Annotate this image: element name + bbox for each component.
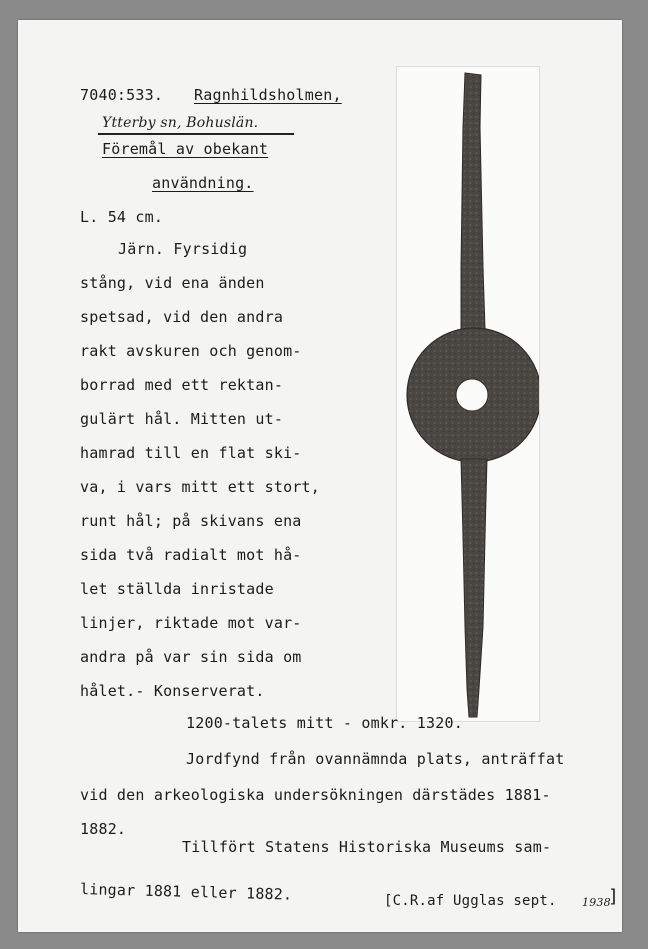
parish-handwritten: Ytterby sn, Bohuslän.: [102, 115, 259, 131]
description-line: andra på var sin sida om: [80, 648, 302, 666]
object-title-line1: Föremål av obekant: [102, 140, 269, 158]
parish-underline: [98, 133, 294, 135]
bar-upper-shaft: [461, 73, 485, 329]
catalog-number: 7040:533.: [80, 86, 164, 104]
description-line: let ställda inristade: [80, 580, 274, 598]
dating: 1200-talets mitt - omkr. 1320.: [186, 714, 463, 732]
bar-lower-shaft: [461, 459, 487, 717]
signature-year-handwritten: 1938: [582, 896, 611, 909]
catalog-card: [18, 20, 622, 932]
description-line: rakt avskuren och genom-: [80, 342, 302, 360]
length-measure: L. 54 cm.: [80, 208, 164, 226]
description-line: linjer, riktade mot var-: [80, 614, 302, 632]
description-line: va, i vars mitt ett stort,: [80, 478, 320, 496]
description-line: hålet.- Konserverat.: [80, 682, 265, 700]
iron-bar-image: [397, 67, 539, 721]
description-line: borrad med ett rektan-: [80, 376, 284, 394]
acquisition-line1: Tillfört Statens Historiska Museums sam-: [182, 838, 552, 856]
object-photo: [396, 66, 540, 722]
description-line: Järn. Fyrsidig: [118, 240, 248, 258]
disc-hole: [456, 379, 488, 411]
find-line2: vid den arkeologiska undersökningen därstädes 1881-: [80, 786, 551, 804]
signature-bracket: ]: [608, 886, 620, 907]
description-line: stång, vid ena änden: [80, 274, 265, 292]
description-line: hamrad till en flat ski-: [80, 444, 302, 462]
find-line3: 1882.: [80, 820, 127, 838]
signature: [C.R.af Ugglas sept.: [384, 893, 557, 909]
find-line1: Jordfynd från ovannämnda plats, anträffat: [186, 750, 565, 768]
description-line: spetsad, vid den andra: [80, 308, 284, 326]
description-line: gulärt hål. Mitten ut-: [80, 410, 284, 428]
description-line: runt hål; på skivans ena: [80, 512, 302, 530]
acquisition-line2: lingar 1881 eller 1882.: [79, 880, 293, 904]
description-line: sida två radialt mot hå-: [80, 546, 302, 564]
object-title-line2: användning.: [152, 174, 254, 192]
site-name: Ragnhildsholmen,: [194, 86, 342, 104]
